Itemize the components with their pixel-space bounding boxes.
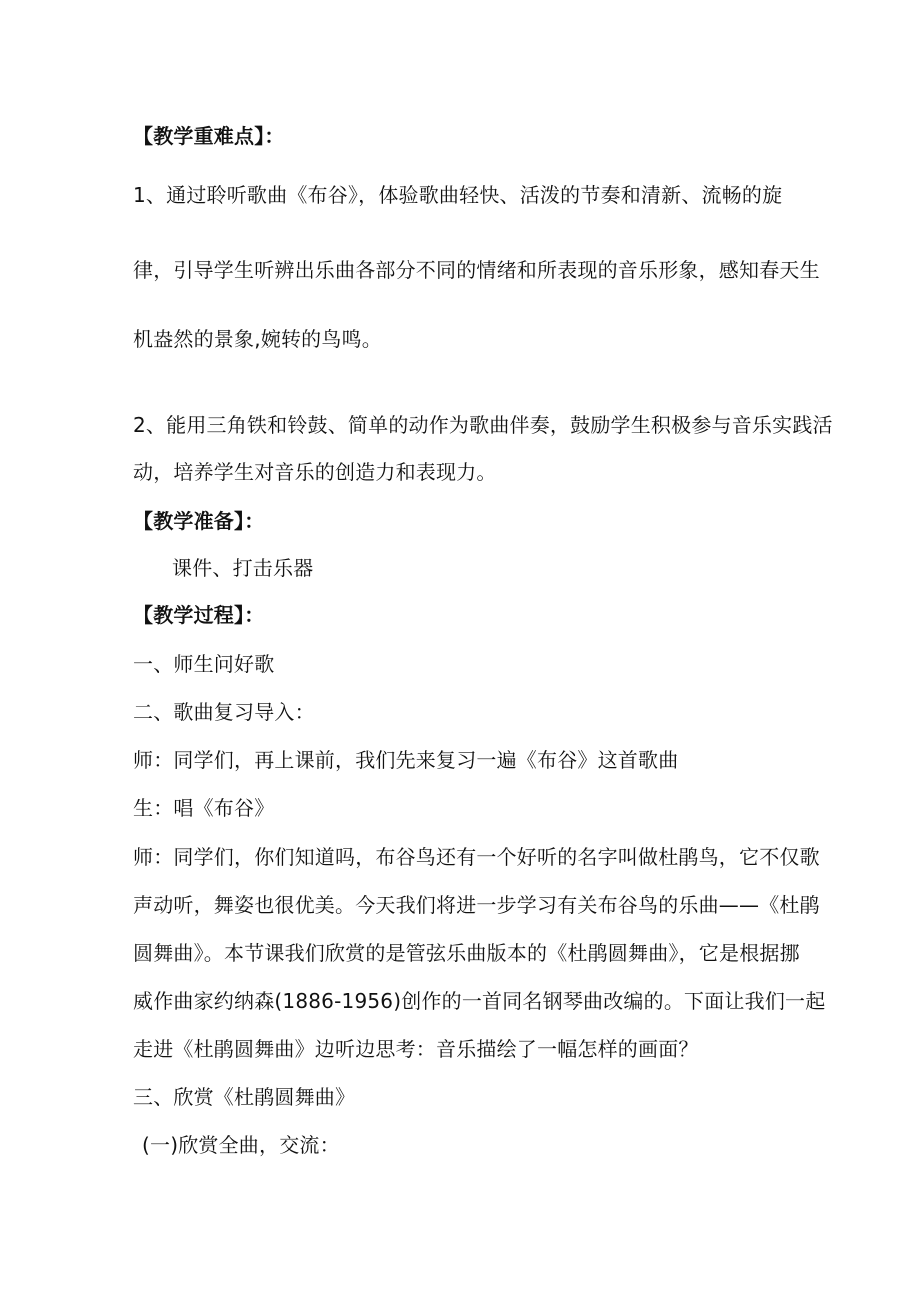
process-line: (一)欣赏全曲，交流：: [142, 1133, 340, 1157]
process-line: 师：同学们，再上课前，我们先来复习一遍《布谷》这首歌曲: [133, 748, 679, 772]
point1-line2: 律，引导学生听辨出乐曲各部分不同的情绪和所表现的音乐形象，感知春天生: [133, 258, 820, 282]
process-line: 威作曲家约纳森(1886-1956)创作的一首同名钢琴曲改编的。下面让我们一起: [133, 989, 826, 1013]
heading-key-points: 【教学重难点】：: [133, 124, 285, 148]
preparation-text: 课件、打击乐器: [172, 556, 314, 580]
process-line: 师：同学们，你们知道吗，布谷鸟还有一个好听的名字叫做杜鹃鸟，它不仅歌: [133, 845, 820, 869]
point1-line3: 机盎然的景象,婉转的鸟鸣。: [133, 327, 382, 351]
point1-line1: 1、通过聆听歌曲《布谷》，体验歌曲轻快、活泼的节奏和清新、流畅的旋: [133, 183, 783, 207]
process-line: 生：唱《布谷》: [133, 796, 275, 820]
process-line: 圆舞曲》。本节课我们欣赏的是管弦乐曲版本的《杜鹃圆舞曲》，它是根据挪: [133, 941, 800, 965]
point2-line2: 动，培养学生对音乐的创造力和表现力。: [133, 460, 497, 484]
process-line: 三、欣赏《杜鹃圆舞曲》: [133, 1085, 356, 1109]
point2-line1: 2、能用三角铁和铃鼓、简单的动作为歌曲伴奏，鼓励学生积极参与音乐实践活: [133, 413, 833, 437]
heading-process: 【教学过程】：: [133, 603, 265, 627]
process-line: 走进《杜鹃圆舞曲》边听边思考：音乐描绘了一幅怎样的画面？: [133, 1037, 699, 1061]
process-line: 二、歌曲复习导入：: [133, 700, 315, 724]
heading-preparation: 【教学准备】：: [133, 509, 265, 533]
process-line: 一、师生问好歌: [133, 652, 275, 676]
process-line: 声动听，舞姿也很优美。今天我们将进一步学习有关布谷鸟的乐曲——《杜鹃: [133, 893, 820, 917]
